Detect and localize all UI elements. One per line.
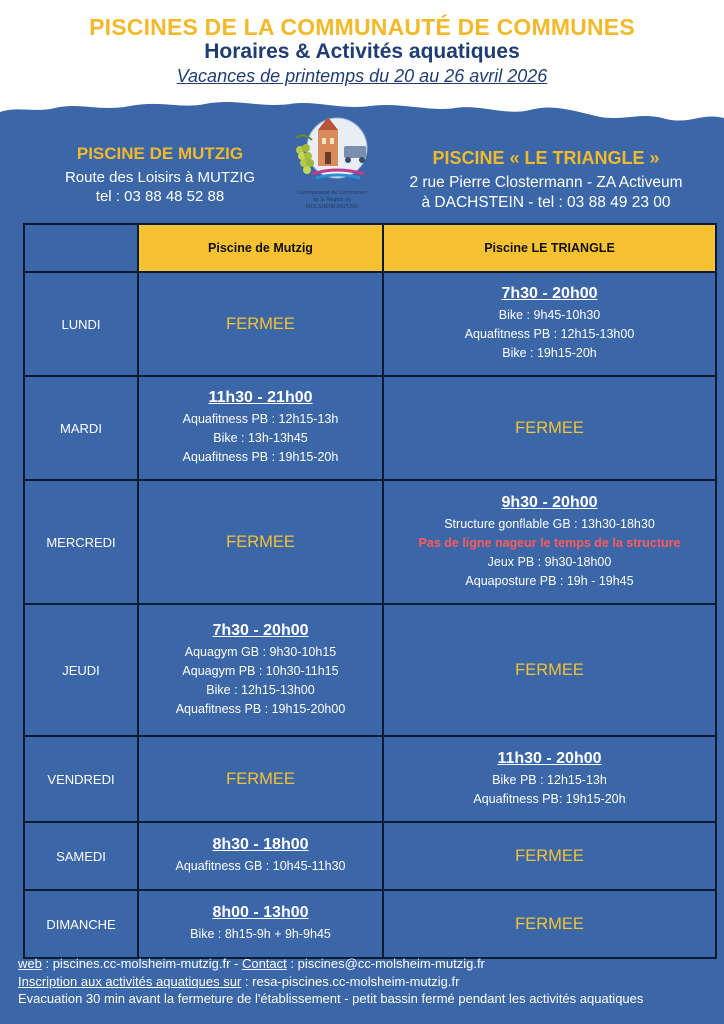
logo-graphic-icon <box>282 112 382 192</box>
table-row <box>24 272 716 376</box>
logo-caption-line-3: MOLSHEIM-MUTZIG <box>305 204 359 210</box>
contact-label: Contact <box>241 956 287 971</box>
community-logo <box>282 112 382 218</box>
activity-item: Bike : 9h45-10h30 <box>498 308 601 322</box>
footer-notice: Evacuation 30 min avant la fermeture de l'établissement - petit bassin fermé pendant les activités aquatiques <box>18 991 644 1006</box>
footer-line-web <box>18 955 718 973</box>
column-header-mutzig: Piscine de Mutzig <box>138 224 383 272</box>
activity-item: Jeux PB : 9h30-18h00 <box>487 554 612 569</box>
logo-caption-line-1: Communauté de Communes <box>296 190 368 196</box>
footer-line-inscription <box>18 973 718 991</box>
activity-item: Bike : 8h15-9h + 9h-9h45 <box>190 927 331 941</box>
inscription-label: Inscription aux activités aquatiques sur <box>18 973 242 989</box>
activity-item: Bike : 13h-13h45 <box>213 431 308 445</box>
day-cell: SAMEDI <box>24 822 138 890</box>
activity-item: Structure gonflable GB : 13h30-18h30 <box>444 516 655 531</box>
schedule-cell-mutzig <box>138 272 383 376</box>
schedule-cell-triangle <box>383 736 716 822</box>
activity-item: Aquaposture PB : 19h - 19h45 <box>465 573 634 588</box>
activity-item: Aquafitness PB : 19h15-20h00 <box>175 701 346 716</box>
day-cell: MERCREDI <box>24 480 138 604</box>
opening-hours: 7h30 - 20h00 <box>212 621 309 639</box>
table-row <box>24 890 716 958</box>
activity-item: Aquafitness PB: 19h15-20h <box>473 791 626 806</box>
closed-label: FERMEE <box>226 314 295 333</box>
opening-hours: 9h30 - 20h00 <box>501 493 598 511</box>
schedule-cell-triangle <box>383 376 716 480</box>
table-row <box>24 822 716 890</box>
column-header-triangle: Piscine LE TRIANGLE <box>383 224 716 272</box>
activity-item: Aquafitness PB : 19h15-20h <box>182 450 339 464</box>
closed-label: FERMEE <box>226 769 295 788</box>
pool-mutzig-phone: tel : 03 88 48 52 88 <box>95 188 225 205</box>
activity-item: Aquafitness PB : 12h15-13h <box>182 412 339 426</box>
table-row <box>24 736 716 822</box>
logo-caption-line-2: de la Région de <box>312 197 352 203</box>
activity-item: Aquafitness PB : 12h15-13h00 <box>464 327 635 341</box>
opening-hours: 8h30 - 18h00 <box>212 836 309 853</box>
opening-hours: 8h00 - 13h00 <box>212 904 309 921</box>
schedule-cell-mutzig <box>138 822 383 890</box>
pool-triangle-name: PISCINE « LE TRIANGLE » <box>432 148 660 168</box>
table-row <box>24 480 716 604</box>
closed-label: FERMEE <box>515 660 584 679</box>
table-corner-cell <box>24 224 138 272</box>
table-header-row <box>24 224 716 272</box>
schedule-cell-triangle <box>383 272 716 376</box>
header-banner <box>0 0 724 128</box>
schedule-cell-triangle <box>383 604 716 736</box>
activity-item: Bike : 12h15-13h00 <box>206 682 315 697</box>
schedule-table <box>23 223 717 959</box>
day-cell: DIMANCHE <box>24 890 138 958</box>
activity-item: Aquagym GB : 9h30-10h15 <box>184 644 337 659</box>
logo-caption <box>282 190 382 211</box>
period-text: Vacances de printemps du 20 au 26 avril 2026 <box>176 66 548 86</box>
closed-label: FERMEE <box>515 914 584 933</box>
activity-item: Bike : 19h15-20h <box>502 346 597 360</box>
opening-hours: 11h30 - 21h00 <box>208 389 313 406</box>
opening-hours: 7h30 - 20h00 <box>501 285 598 302</box>
schedule-cell-mutzig <box>138 890 383 958</box>
main-title: PISCINES DE LA COMMUNAUTÉ DE COMMUNES <box>89 14 635 40</box>
schedule-cell-triangle <box>383 822 716 890</box>
subtitle: Horaires & Activités aquatiques <box>204 40 520 63</box>
activity-item: Aquagym PB : 10h30-11h15 <box>182 663 339 678</box>
schedule-body <box>24 272 716 958</box>
pool-triangle-city-phone: à DACHSTEIN - tel : 03 88 49 23 00 <box>421 194 671 211</box>
schedule-cell-mutzig <box>138 604 383 736</box>
activity-item: Bike PB : 12h15-13h <box>492 772 607 787</box>
schedule-cell-triangle <box>383 480 716 604</box>
activity-item: Aquafitness GB : 10h45-11h30 <box>175 859 346 873</box>
schedule-cell-mutzig <box>138 480 383 604</box>
day-cell: LUNDI <box>24 272 138 376</box>
schedule-cell-triangle <box>383 890 716 958</box>
closed-label: FERMEE <box>515 418 584 437</box>
activity-alert: Pas de ligne nageur le temps de la structure <box>418 535 681 550</box>
table-row <box>24 376 716 480</box>
inscription-value[interactable]: : resa-piscines.cc-molsheim-mutzig.fr <box>241 973 460 989</box>
web-label: web <box>18 956 42 971</box>
pool-mutzig-address: Route des Loisirs à MUTZIG <box>64 169 256 186</box>
pool-mutzig-name: PISCINE DE MUTZIG <box>76 144 244 163</box>
pool-triangle-info <box>388 148 704 213</box>
web-value[interactable]: : piscines.cc-molsheim-mutzig.fr - <box>41 956 242 971</box>
closed-label: FERMEE <box>515 846 584 865</box>
day-cell: MARDI <box>24 376 138 480</box>
schedule-cell-mutzig <box>138 736 383 822</box>
opening-hours: 11h30 - 20h00 <box>497 749 602 767</box>
pool-mutzig-info <box>40 144 280 206</box>
contact-value[interactable]: : piscines@cc-molsheim-mutzig.fr <box>286 956 485 971</box>
footer <box>18 955 718 1008</box>
day-cell: JEUDI <box>24 604 138 736</box>
closed-label: FERMEE <box>226 532 295 551</box>
schedule-cell-mutzig <box>138 376 383 480</box>
day-cell: VENDREDI <box>24 736 138 822</box>
pool-triangle-address: 2 rue Pierre Clostermann - ZA Activeum <box>409 174 683 191</box>
table-row <box>24 604 716 736</box>
